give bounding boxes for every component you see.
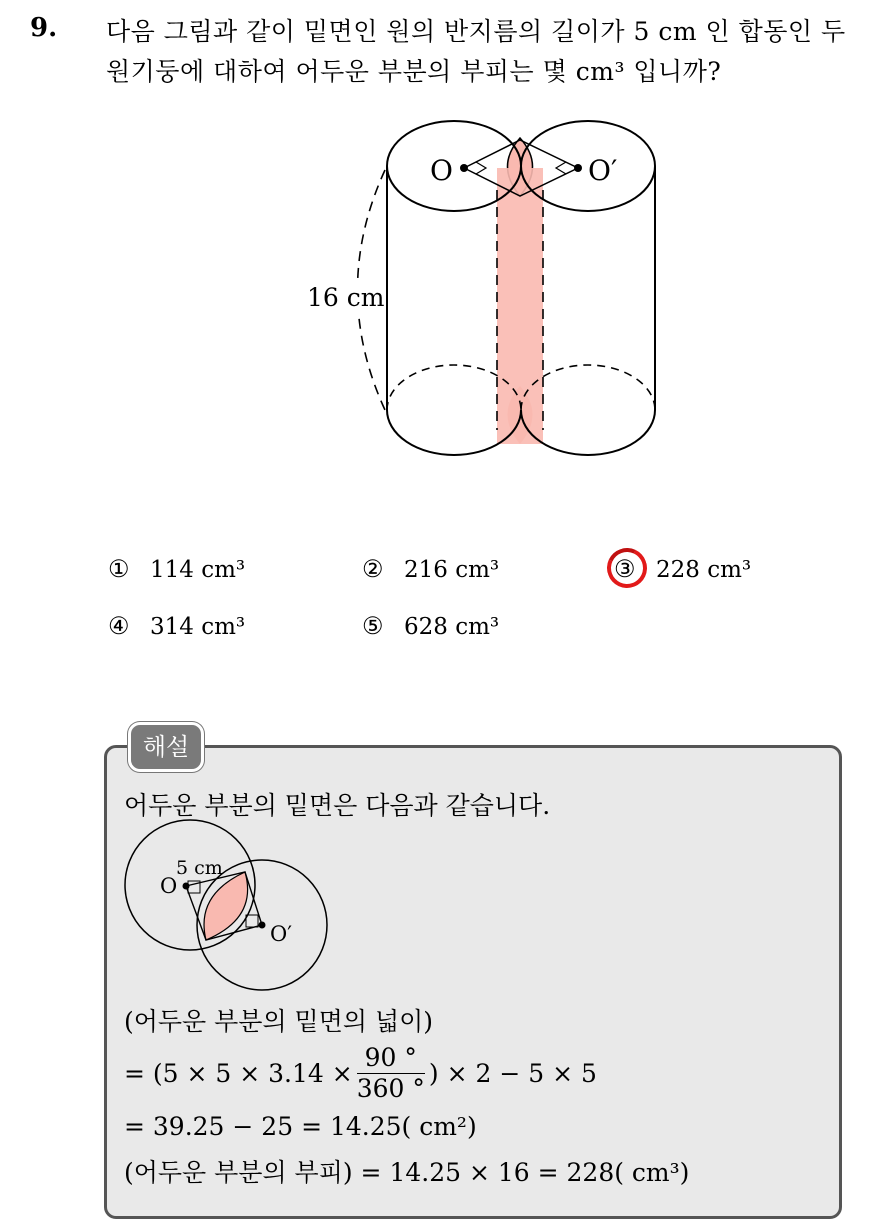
- choice-mark: ④: [108, 612, 130, 640]
- height-label: 16 cm: [307, 283, 385, 312]
- solution-shaded-lens: [204, 872, 248, 940]
- question-number: 9.: [30, 13, 58, 43]
- sol-radius-label: 5 cm: [176, 857, 223, 879]
- choice-value: 628 cm³: [404, 614, 500, 640]
- question-text: 다음 그림과 같이 밑면인 원의 반지름의 길이가 5 cm 인 합동인 두 원기둥에 대하여 어두운 부분의 부피는 몇 cm³ 입니까?: [106, 17, 846, 86]
- fraction: [357, 1043, 425, 1104]
- choice-mark: ⑤: [362, 612, 384, 640]
- line2-suffix: ) × 2 − 5 × 5: [428, 1059, 597, 1088]
- choice-mark: ③: [614, 555, 656, 583]
- line2-prefix: = (5 × 5 × 3.14 ×: [124, 1059, 353, 1088]
- fraction-denominator: 360 °: [356, 1074, 425, 1103]
- label-O: O: [430, 154, 453, 187]
- solution-tab: 해설: [128, 722, 204, 772]
- choice-mark: ①: [108, 555, 130, 583]
- label-O-prime: O′: [588, 154, 618, 187]
- solution-line-1: (어두운 부분의 밑면의 넓이): [124, 1007, 433, 1036]
- solution-line-2: [124, 1043, 597, 1104]
- choice-mark: ②: [362, 555, 384, 583]
- choice-value: 216 cm³: [404, 557, 500, 583]
- choice-value: 228 cm³: [656, 557, 752, 583]
- solution-line-3: = 39.25 − 25 = 14.25( cm²): [124, 1112, 477, 1141]
- sol-label-O-prime: O′: [270, 922, 292, 946]
- sol-label-O: O: [160, 874, 178, 898]
- choice-value: 314 cm³: [150, 614, 246, 640]
- solution-intro: 어두운 부분의 밑면은 다음과 같습니다.: [124, 791, 551, 820]
- choice-value: 114 cm³: [150, 557, 246, 583]
- fraction-numerator: 90 °: [357, 1043, 425, 1074]
- solution-line-4: (어두운 부분의 부피) = 14.25 × 16 = 228( cm³): [124, 1158, 690, 1187]
